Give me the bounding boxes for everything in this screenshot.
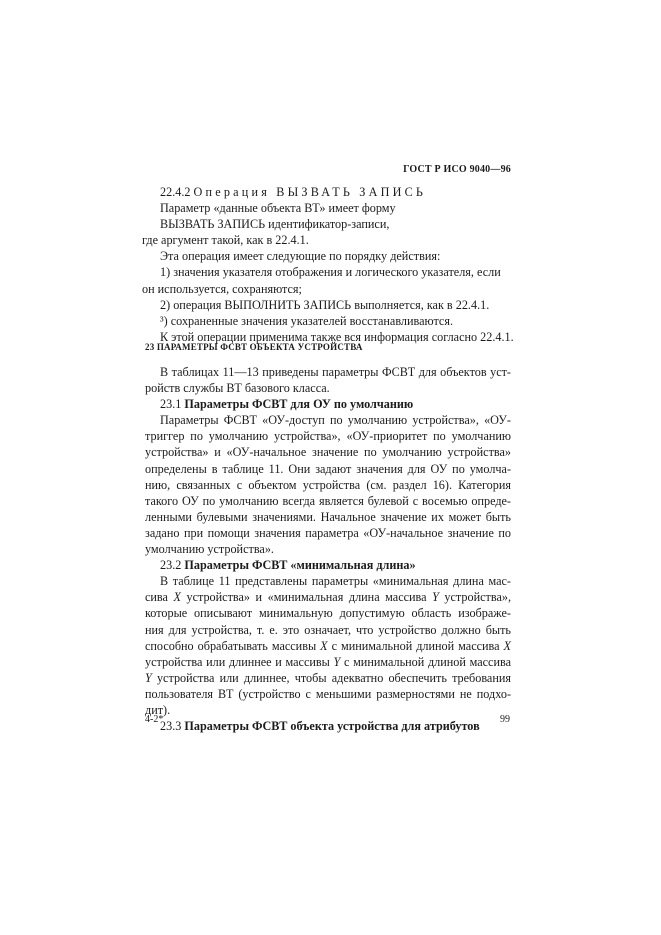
subclause-title: Параметры ФСВТ объекта устройства для атрибутов — [184, 719, 480, 734]
section-22-4-2 — [142, 184, 514, 345]
paragraph-line: ройств службы ВТ базового класса. — [145, 381, 330, 396]
paragraph-line: В таблицах 11—13 приведены параметры ФСВТ для объектов уст- — [160, 365, 511, 379]
paragraph-text: идентификатор-записи, — [265, 217, 390, 232]
text-run: с минимальной длиной массива — [340, 654, 511, 669]
variable-y: Y — [432, 590, 439, 605]
paragraph-line: пользователя ВТ (устройство с меньшими размерностями не подхо- — [145, 686, 511, 701]
subclause-title: Параметры ФСВТ «минимальная длина» — [184, 558, 416, 573]
list-item: 2) операция ВЫПОЛНИТЬ ЗАПИСЬ выполняется, как в 22.4.1. — [160, 297, 490, 312]
text-run: устройства», — [438, 590, 511, 605]
text-run: устройства или длиннее, чтобы адекватно обеспечить требования — [151, 670, 511, 685]
paragraph-line: такого ОУ по умолчанию всегда является булевой с восемью опреде- — [145, 493, 511, 508]
text-run: сива — [145, 590, 174, 605]
subclause-title: Параметры ФСВТ для ОУ по умолчанию — [184, 397, 414, 412]
list-item-continuation: он используется, сохраняются; — [142, 281, 302, 296]
paragraph-line: В таблице 11 представлены параметры «минимальная длина мас- — [160, 574, 511, 589]
paragraph-line — [145, 670, 511, 686]
paragraph-line: ния для устройства, т. е. это означает, что устройство должно быть — [145, 622, 511, 637]
variable-y: Y — [333, 654, 341, 669]
variable-x: X — [320, 638, 328, 653]
paragraph-line: Эта операция имеет следующие по порядку действия: — [160, 249, 441, 264]
paragraph-line — [145, 638, 511, 654]
paragraph-line: К этой операции применима также вся информация согласно 22.4.1. — [160, 329, 514, 344]
section-23-body — [145, 364, 511, 734]
subclause-number: 23.3 — [160, 719, 182, 734]
clause-title: Операция ВЫЗВАТЬ ЗАПИСЬ — [193, 185, 427, 199]
paragraph-line: Параметры ФСВТ «ОУ-доступ по умолчанию устройства», «ОУ- — [160, 413, 511, 428]
text-run: устройства или длиннее и массивы — [145, 654, 334, 669]
paragraph-line: где аргумент такой, как в 22.4.1. — [142, 233, 309, 248]
paragraph-line: триггер по умолчанию устройства», «ОУ-приоритет по умолчанию — [145, 429, 511, 444]
variable-y: Y — [145, 670, 152, 685]
subclause-number: 23.1 — [160, 397, 182, 412]
clause-number: 22.4.2 — [160, 185, 191, 199]
text-run: устройства» и «минимальная длина массива — [180, 590, 433, 605]
variable-x: X — [173, 590, 181, 605]
section-heading: 23 ПАРАМЕТРЫ ФСВТ ОБЪЕКТА УСТРОЙСТВА — [145, 342, 363, 352]
variable-x: X — [503, 638, 511, 653]
document-header: ГОСТ Р ИСО 9040—96 — [403, 164, 511, 175]
text-run: способно обрабатывать массивы — [145, 638, 321, 653]
command-name: ВЫЗВАТЬ ЗАПИСЬ — [160, 217, 266, 232]
page-number: 99 — [500, 714, 510, 725]
paragraph-line: задано при помощи значения параметра «ОУ-начальное значение по — [145, 525, 511, 540]
paragraph-line — [145, 654, 511, 670]
paragraph-line: устройства» и «ОУ-начальное значение по умолчанию устройства» — [145, 445, 511, 460]
paragraph-line: определены в таблице 11. Они задают значения для ОУ по умолча- — [145, 461, 511, 476]
text-run: с минимальной длиной массива — [327, 638, 504, 653]
paragraph-line — [145, 589, 511, 605]
paragraph-line: Параметр «данные объекта ВТ» имеет форму — [160, 201, 396, 216]
subclause-number: 23.2 — [160, 558, 182, 573]
footer-signature-mark: 4-2* — [145, 714, 164, 725]
paragraph-line: нию, связанных с объектом устройства (см. раздел 16). Категория — [145, 477, 511, 492]
list-item: ³) сохраненные значения указателей восстанавливаются. — [160, 313, 453, 328]
paragraph-line: ленными булевыми значениями. Начальное значение их может быть — [145, 509, 511, 524]
list-item: 1) значения указателя отображения и логического указателя, если — [160, 265, 501, 280]
paragraph-line: дит). — [145, 702, 171, 717]
paragraph-line: которые описывают минимальную допустимую область изображе- — [145, 606, 511, 621]
paragraph-line: умолчанию устройства». — [145, 542, 274, 557]
